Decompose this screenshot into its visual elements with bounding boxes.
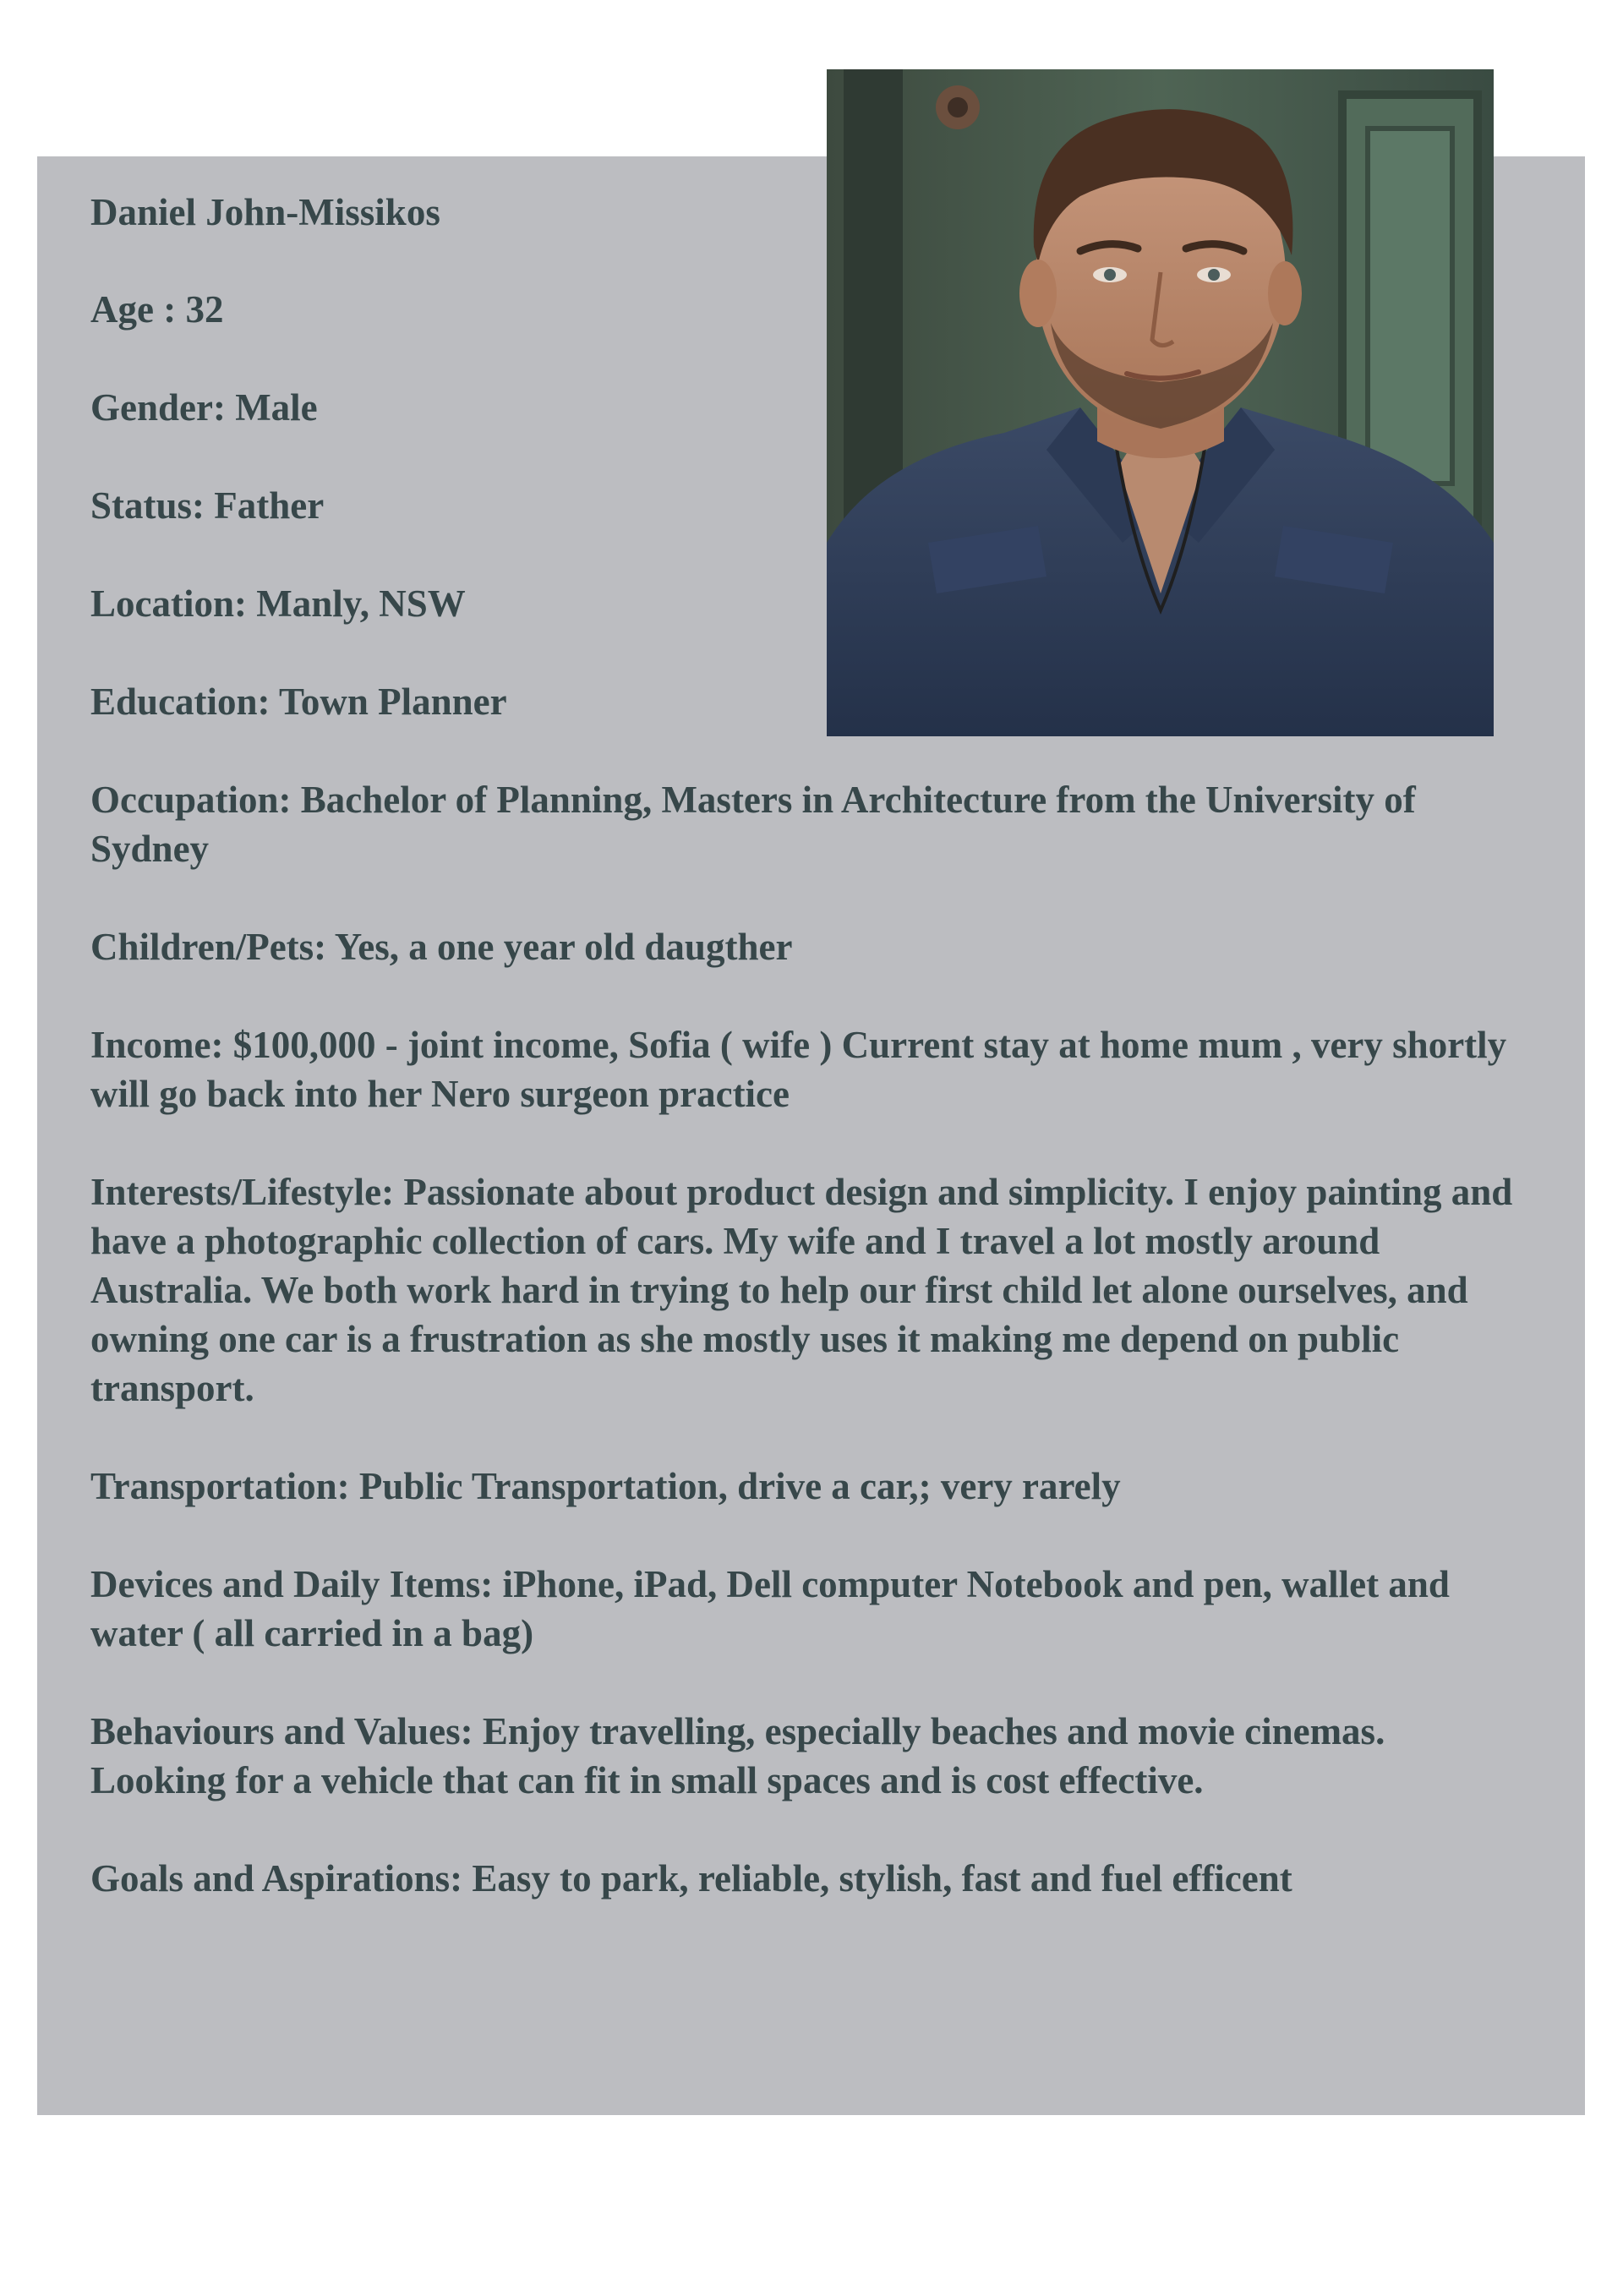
field-children-pets: Children/Pets: Yes, a one year old daugther	[90, 926, 793, 968]
field-goals-aspirations: Goals and Aspirations: Easy to park, reliable, stylish, fast and fuel efficent	[90, 1857, 1292, 1900]
field-status: Status: Father	[90, 484, 325, 527]
persona-details	[90, 188, 1519, 1952]
field-transportation: Transportation: Public Transportation, drive a car,; very rarely	[90, 1465, 1121, 1507]
field-education: Education: Town Planner	[90, 681, 507, 723]
field-behaviours-values: Behaviours and Values: Enjoy travelling, especially beaches and movie cinemas. Looking for a vehicle that can fit in small spaces and is cost effective.	[90, 1710, 1385, 1801]
field-occupation: Occupation: Bachelor of Planning, Masters in Architecture from the University of Sydney	[90, 779, 1416, 870]
field-location: Location: Manly, NSW	[90, 582, 466, 625]
field-gender: Gender: Male	[90, 386, 318, 429]
field-interests-lifestyle: Interests/Lifestyle: Passionate about product design and simplicity. I enjoy painting and have a photographic collection of cars. My wife and I travel a lot mostly around Australia. We both work hard in trying to help our first child let alone ourselves, and owning one car is a frustration as she mostly uses it making me depend on public transport.	[90, 1171, 1513, 1409]
field-income: Income: $100,000 - joint income, Sofia ( wife ) Current stay at home mum , very shortly will go back into her Nero surgeon practice	[90, 1024, 1507, 1115]
field-age: Age : 32	[90, 288, 224, 331]
persona-name: Daniel John-Missikos	[90, 191, 440, 233]
field-devices-daily-items: Devices and Daily Items: iPhone, iPad, Dell computer Notebook and pen, wallet and water ( all carried in a bag)	[90, 1563, 1450, 1654]
